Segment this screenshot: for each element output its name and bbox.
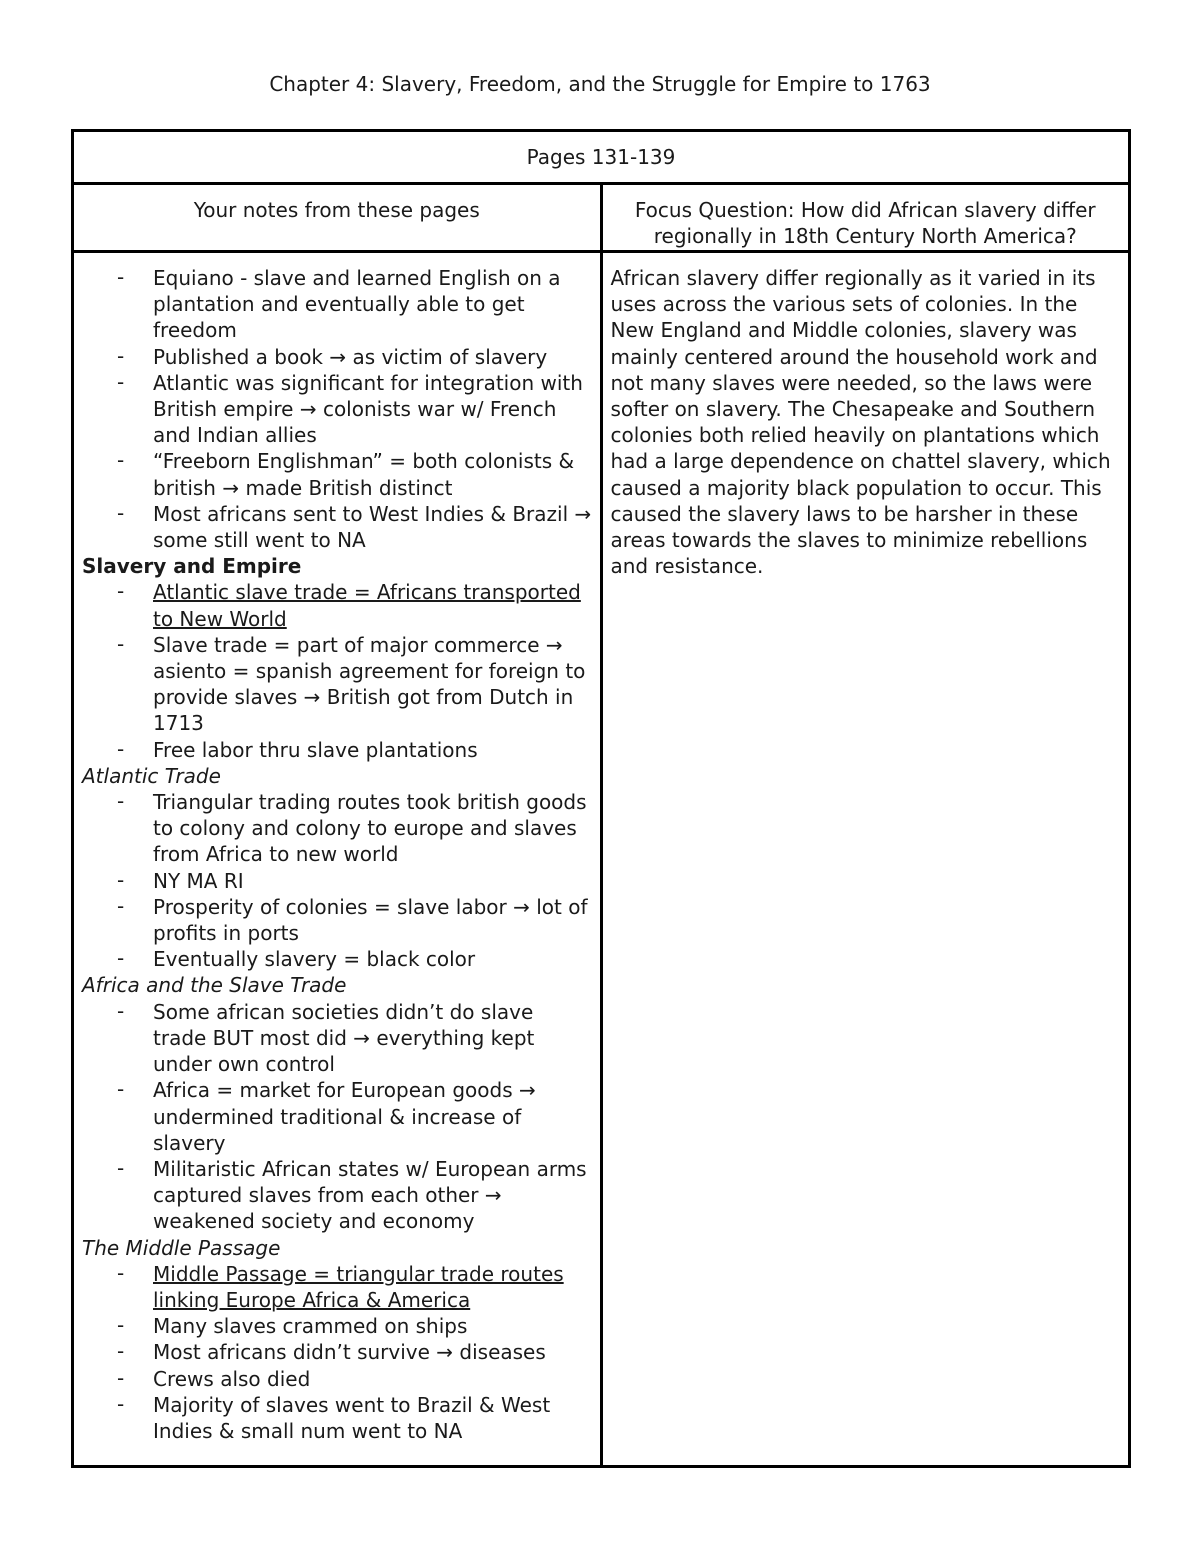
list-item xyxy=(82,370,592,449)
bullet-text: NY MA RI xyxy=(153,868,244,893)
bullet-dash: - xyxy=(117,500,125,525)
list-item xyxy=(82,946,592,972)
bullet-text: Most africans didn’t survive → diseases xyxy=(153,1340,546,1365)
bullet-text: “Freeborn Englishman” = both colonists & british → made British distinct xyxy=(153,449,575,500)
list-item xyxy=(82,344,592,370)
bullet-dash: - xyxy=(117,265,125,289)
bullet-dash: - xyxy=(117,1391,125,1416)
bullet-dash: - xyxy=(117,867,125,892)
list-item xyxy=(82,737,592,763)
list-item xyxy=(82,1077,592,1156)
bullet-dash: - xyxy=(117,343,125,368)
bullet-text: Eventually slavery = black color xyxy=(153,947,476,972)
bullet-text: Some african societies didn’t do slave trade BUT most did → everything kept under own control xyxy=(153,999,535,1077)
bullet-dash: - xyxy=(117,1077,125,1102)
list-item xyxy=(82,894,592,946)
pages-header: Pages 131-139 xyxy=(73,131,1130,184)
list-item xyxy=(82,632,592,737)
bullet-text: Atlantic was significant for integration with British empire → colonists war w/ French and Indian allies xyxy=(153,370,583,448)
bullet-dash: - xyxy=(117,1155,125,1180)
slavery-empire-bullet-list xyxy=(82,579,592,762)
bullet-dash: - xyxy=(117,631,125,656)
list-item xyxy=(82,501,592,553)
bullet-text: Middle Passage = triangular trade routes linking Europe Africa & America xyxy=(153,1261,564,1312)
bullet-dash: - xyxy=(117,1260,125,1285)
bullet-text: Most africans sent to West Indies & Brazil → some still went to NA xyxy=(153,501,592,553)
africa-bullet-list xyxy=(82,999,592,1235)
bullet-text: Majority of slaves went to Brazil & West Indies & small num went to NA xyxy=(153,1392,551,1443)
bullet-text: Free labor thru slave plantations xyxy=(153,737,478,762)
bullet-dash: - xyxy=(117,369,125,394)
page-title: Chapter 4: Slavery, Freedom, and the Struggle for Empire to 1763 xyxy=(269,72,931,96)
answer-cell xyxy=(601,252,1130,1467)
list-item xyxy=(82,1156,592,1235)
focus-answer-text: African slavery differ regionally as it varied in its uses across the various sets of colonies. In the New England and Middle colonies, slavery was mainly centered around the household work and not many slaves were needed, so the laws were softer on slavery. The Chesapeake and Southern colonies both relied heavily on plantations which had a large dependence on chattel slavery, which caused a majority black population to occur. This caused the slavery laws to be harsher in these areas towards the slaves to minimize rebellions and resistance. xyxy=(610,266,1111,579)
bullet-text: Equiano - slave and learned English on a plantation and eventually able to get freedom xyxy=(153,266,561,343)
section-heading-slavery-empire: Slavery and Empire xyxy=(82,554,302,579)
bullet-text: Crews also died xyxy=(153,1366,311,1391)
bullet-dash: - xyxy=(117,1339,125,1364)
list-item xyxy=(82,999,592,1078)
list-item xyxy=(82,1261,592,1313)
bullet-dash: - xyxy=(117,736,125,761)
bullet-text: Africa = market for European goods → undermined traditional & increase of slavery xyxy=(153,1078,536,1155)
intro-bullet-list xyxy=(82,265,592,553)
bullet-text: Many slaves crammed on ships xyxy=(153,1314,468,1339)
bullet-text: Militaristic African states w/ European arms captured slaves from each other → weakened society and economy xyxy=(153,1156,587,1234)
atlantic-trade-bullet-list xyxy=(82,789,592,972)
notes-cell xyxy=(73,252,602,1467)
bullet-text: Atlantic slave trade = Africans transported to New World xyxy=(153,580,581,631)
list-item xyxy=(82,868,592,894)
list-item xyxy=(82,1366,592,1392)
list-item xyxy=(82,1313,592,1339)
bullet-dash: - xyxy=(117,1365,125,1390)
list-item xyxy=(82,789,592,868)
list-item xyxy=(82,448,592,500)
bullet-dash: - xyxy=(117,998,125,1023)
section-heading-africa: Africa and the Slave Trade xyxy=(82,973,347,998)
bullet-dash: - xyxy=(117,1313,125,1338)
bullet-text: Triangular trading routes took british goods to colony and colony to europe and slaves from Africa to new world xyxy=(153,790,587,867)
bullet-dash: - xyxy=(117,893,125,918)
bullet-dash: - xyxy=(117,946,125,971)
list-item xyxy=(82,1339,592,1365)
middle-passage-bullet-list xyxy=(82,1261,592,1444)
list-item xyxy=(82,265,592,344)
bullet-dash: - xyxy=(117,579,125,604)
focus-question-header: Focus Question: How did African slavery differ regionally in 18th Century North America? xyxy=(601,184,1130,252)
list-item xyxy=(82,579,592,631)
bullet-dash: - xyxy=(117,448,125,473)
notes-table xyxy=(71,129,1131,1468)
bullet-dash: - xyxy=(117,789,125,814)
bullet-text: Slave trade = part of major commerce → asiento = spanish agreement for foreign to provide slaves → British got from Dutch in 1713 xyxy=(153,632,586,736)
section-heading-atlantic-trade: Atlantic Trade xyxy=(82,763,221,788)
notes-column-header: Your notes from these pages xyxy=(73,184,602,252)
section-heading-middle-passage: The Middle Passage xyxy=(82,1235,281,1260)
list-item xyxy=(82,1392,592,1444)
bullet-text: Prosperity of colonies = slave labor → lot of profits in ports xyxy=(153,894,588,946)
bullet-text: Published a book → as victim of slavery xyxy=(153,344,548,369)
